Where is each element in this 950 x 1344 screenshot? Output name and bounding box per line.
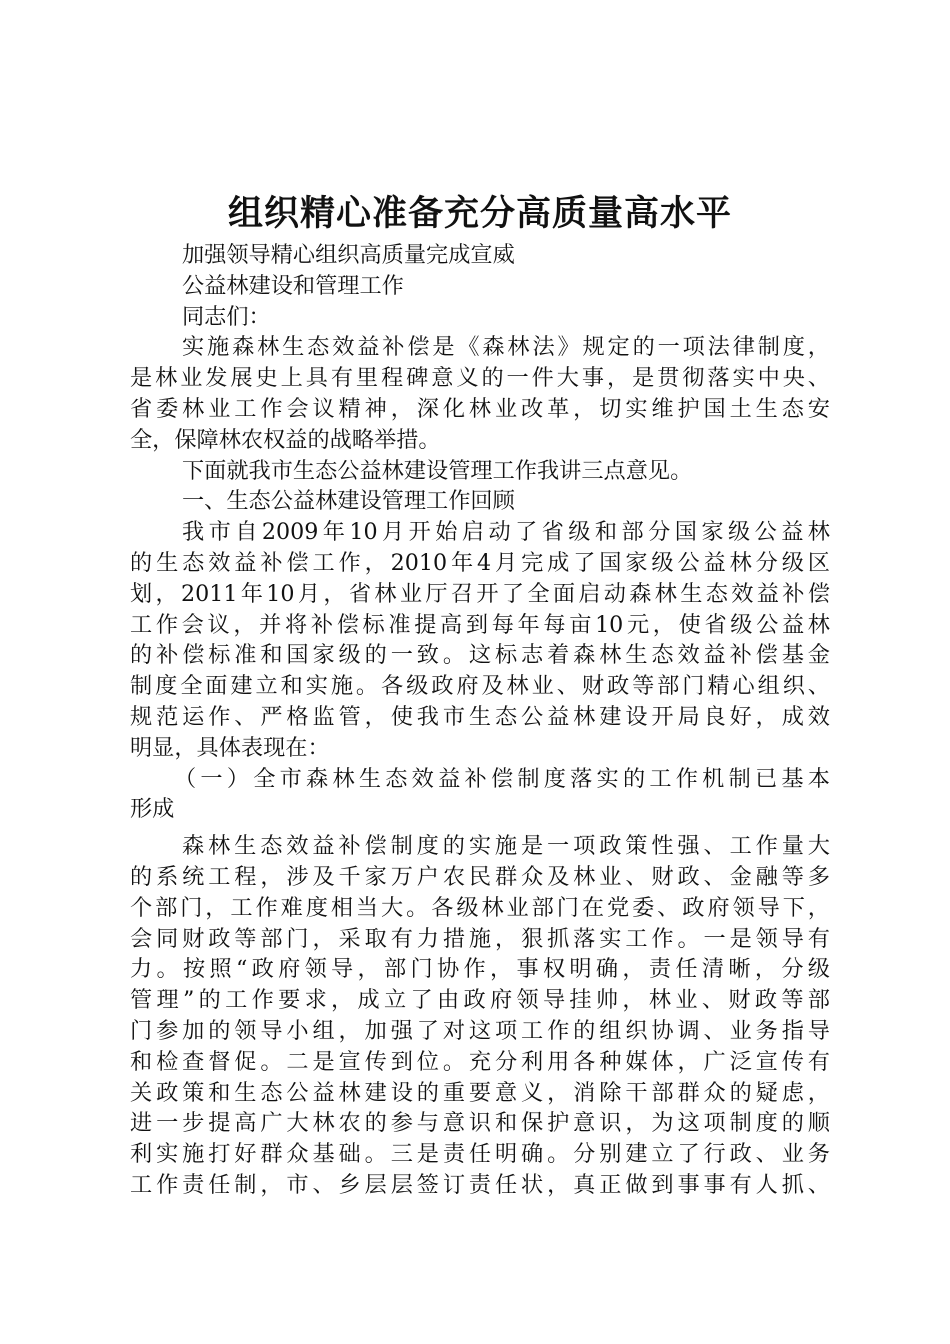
paragraph-3-line: 的生态效益补偿工作，2010年4月完成了国家级公益林分级区: [130, 549, 830, 576]
paragraph-1-line: 省委林业工作会议精神，深化林业改革，切实维护国土生态安: [130, 395, 830, 422]
paragraph-3-line: 工作会议，并将补偿标准提高到每年每亩10元，使省级公益林: [130, 611, 830, 638]
paragraph-1-line: 全，保障林农权益的战略举措。: [130, 426, 441, 453]
subsection-heading-1-line: （一）全市森林生态效益补偿制度落实的工作机制已基本: [174, 765, 830, 792]
subsection-heading-1-line: 形成: [130, 796, 175, 823]
paragraph-4-line: 关政策和生态公益林建设的重要意义，消除干部群众的疑虑，: [130, 1079, 830, 1106]
paragraph-4-line: 的系统工程，涉及千家万户农民群众及林业、财政、金融等多: [130, 863, 830, 890]
salutation: 同志们：: [182, 303, 271, 330]
subtitle-line-2: 公益林建设和管理工作: [182, 272, 404, 299]
paragraph-4-line: 利实施打好群众基础。三是责任明确。分别建立了行政、业务: [130, 1141, 830, 1168]
document-body: [130, 240, 830, 1201]
paragraph-4-line: 进一步提高广大林农的参与意识和保护意识，为这项制度的顺: [130, 1110, 830, 1137]
paragraph-1-line: 是林业发展史上具有里程碑意义的一件大事，是贯彻落实中央、: [130, 365, 830, 392]
paragraph-3-line: 划，2011年10月，省林业厅召开了全面启动森林生态效益补偿: [130, 580, 830, 607]
paragraph-3-line: 明显，具体表现在：: [130, 734, 330, 761]
paragraph-3-line: 规范运作、严格监管，使我市生态公益林建设开局良好，成效: [130, 703, 830, 730]
document-title: 组织精心准备充分高质量高水平: [227, 193, 732, 234]
paragraph-3-line: 我市自2009年10月开始启动了省级和部分国家级公益林: [182, 519, 830, 546]
paragraph-4-line: 森林生态效益补偿制度的实施是一项政策性强、工作量大: [182, 833, 830, 860]
paragraph-4-line: 管理”的工作要求，成立了由政府领导挂帅，林业、财政等部: [130, 987, 830, 1014]
paragraph-3-line: 的补偿标准和国家级的一致。这标志着森林生态效益补偿基金: [130, 642, 830, 669]
paragraph-1-line: 实施森林生态效益补偿是《森林法》规定的一项法律制度，: [182, 334, 830, 361]
section-heading-1: 一、生态公益林建设管理工作回顾: [182, 488, 515, 515]
paragraph-4-line: 个部门，工作难度相当大。各级林业部门在党委、政府领导下，: [130, 894, 830, 921]
subtitle-line-1: 加强领导精心组织高质量完成宣威: [182, 242, 515, 268]
paragraph-4-line: 和检查督促。二是宣传到位。充分利用各种媒体，广泛宣传有: [130, 1048, 830, 1075]
paragraph-2: 下面就我市生态公益林建设管理工作我讲三点意见。: [182, 457, 693, 484]
paragraph-4-line: 工作责任制，市、乡层层签订责任状，真正做到事事有人抓、: [130, 1171, 830, 1198]
paragraph-4-line: 力。按照“政府领导，部门协作，事权明确，责任清晰，分级: [130, 956, 830, 983]
paragraph-4-line: 门参加的领导小组，加强了对这项工作的组织协调、业务指导: [130, 1017, 830, 1044]
paragraph-4-line: 会同财政等部门，采取有力措施，狠抓落实工作。一是领导有: [130, 925, 830, 952]
paragraph-3-line: 制度全面建立和实施。各级政府及林业、财政等部门精心组织、: [130, 673, 830, 700]
